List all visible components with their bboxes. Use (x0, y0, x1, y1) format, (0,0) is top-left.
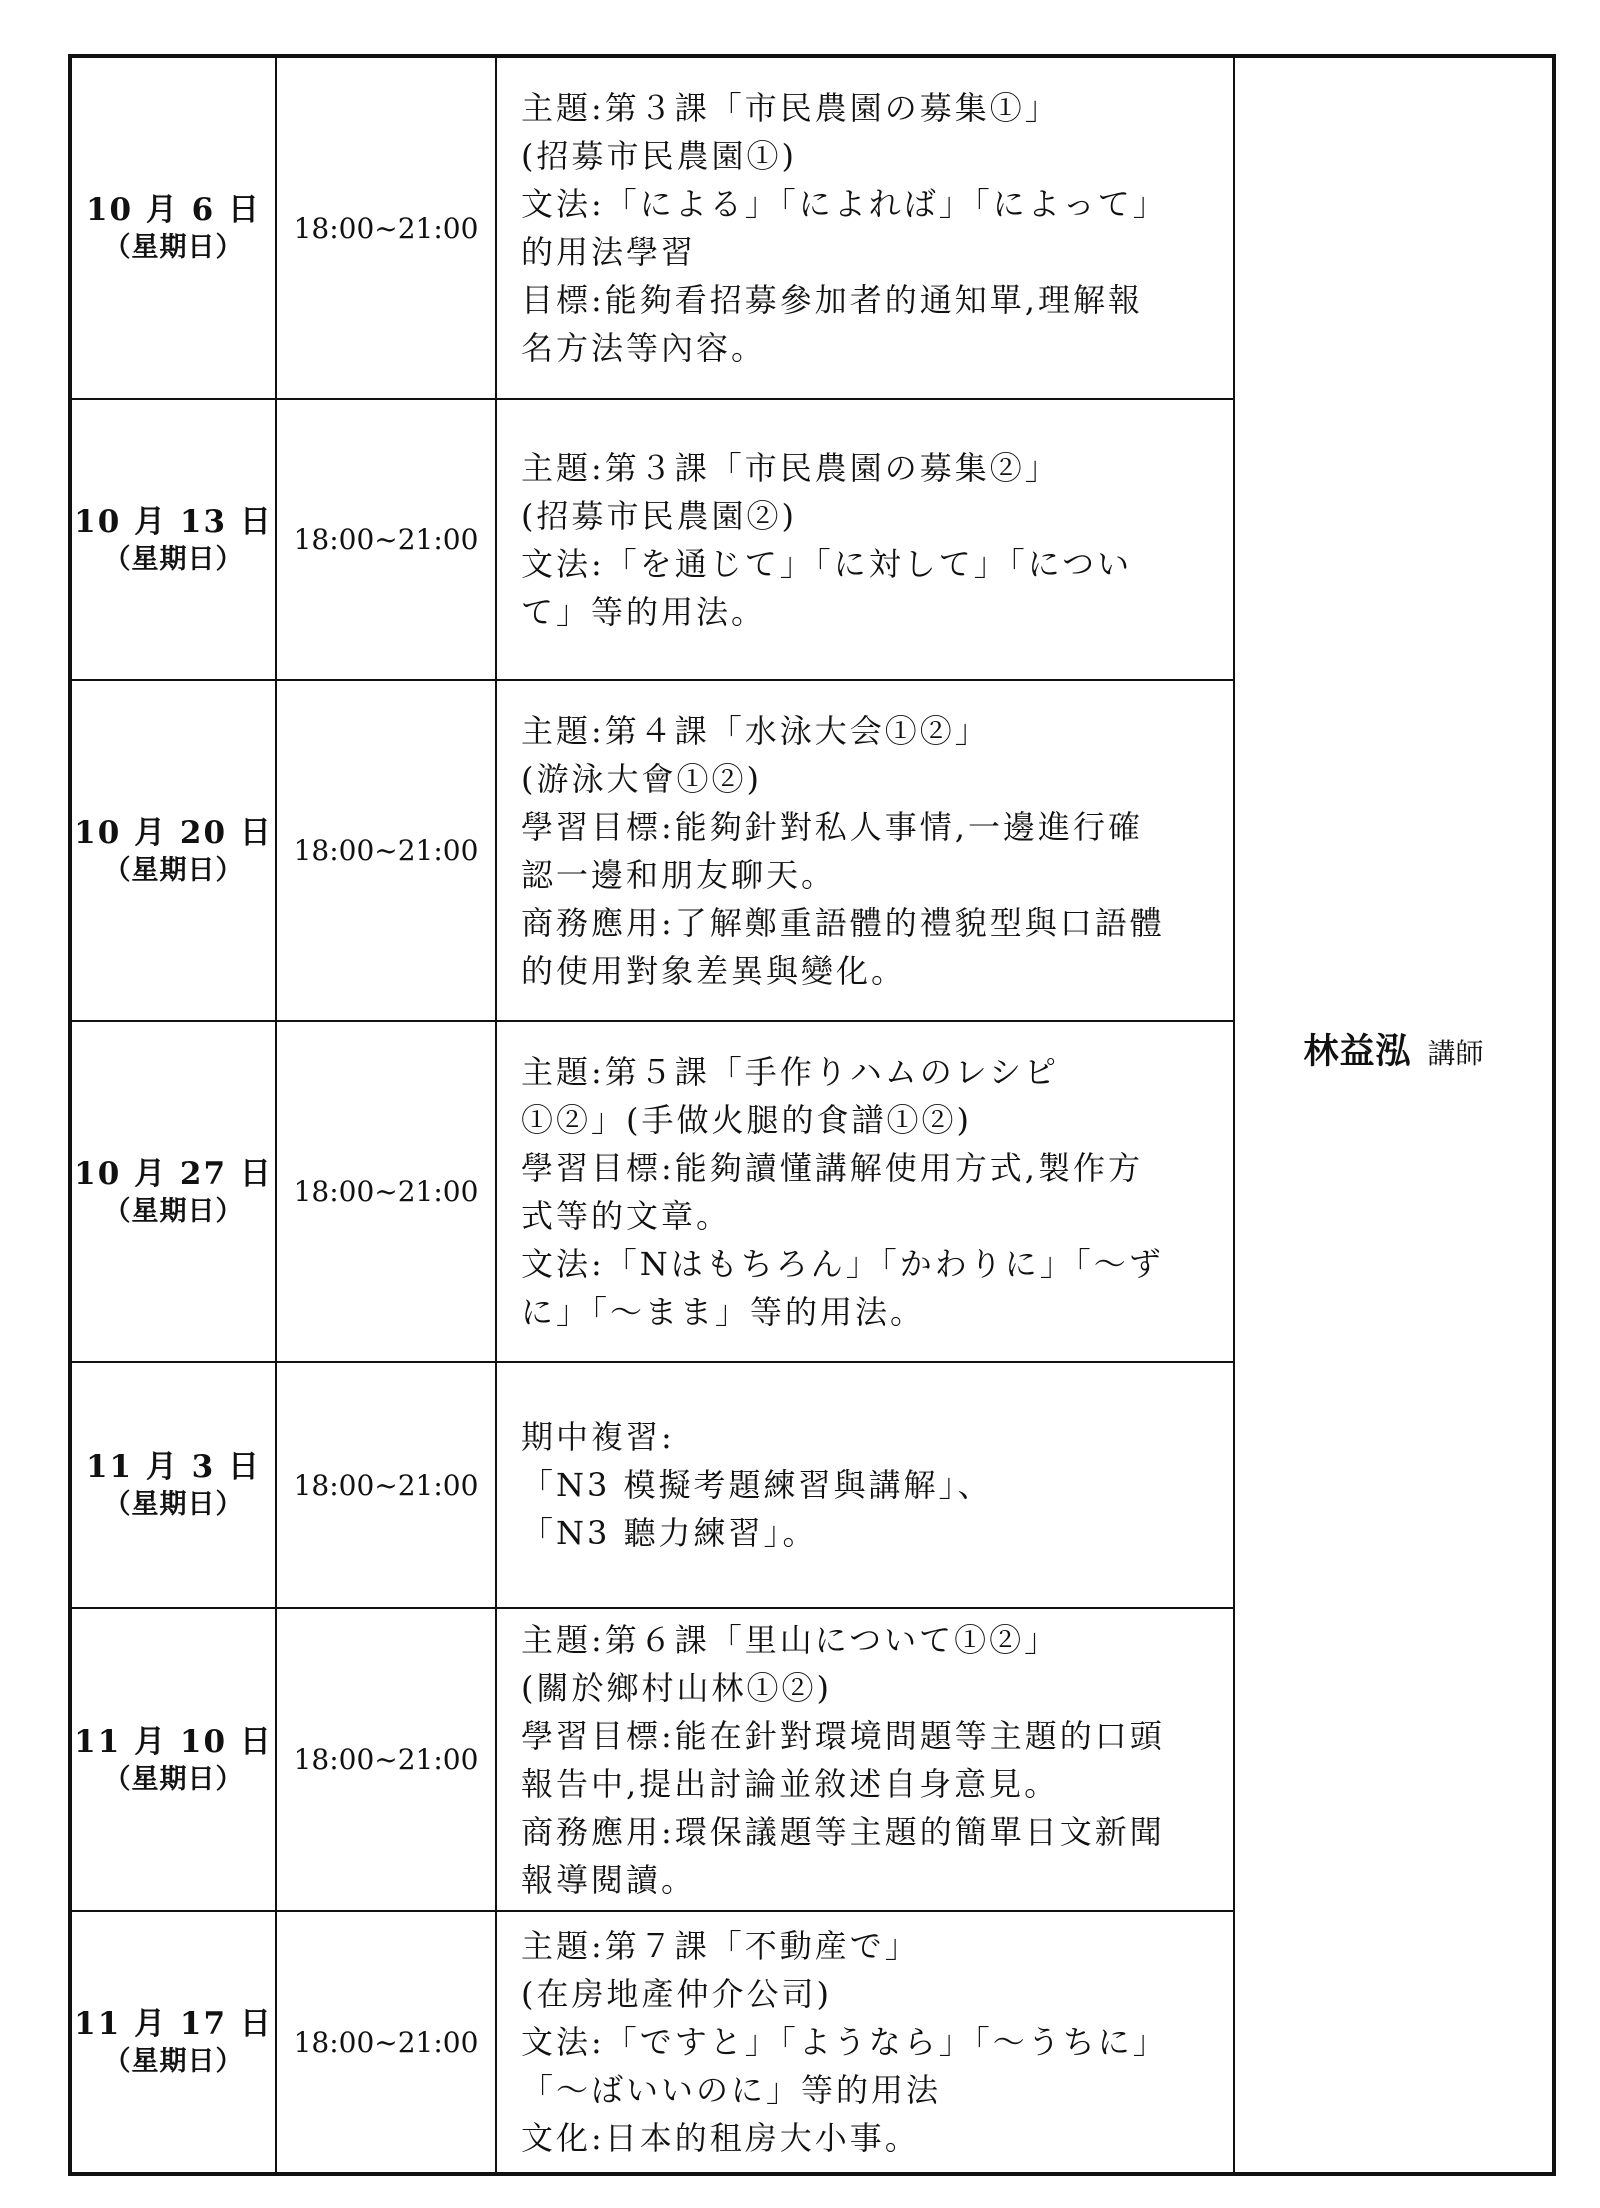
session-content (496, 1021, 1234, 1362)
content-line: 主題:第７課「不動産で」 (521, 1927, 920, 1965)
schedule-row (70, 56, 1554, 399)
content-line: 報導閱讀。 (521, 1860, 697, 1899)
content-line: 報告中,提出討論並敘述自身意見。 (521, 1764, 1060, 1803)
session-date: 11 月 17 日 (74, 2006, 273, 2042)
teacher-cell (1234, 56, 1554, 2174)
content-line: (招募市民農園②) (521, 496, 797, 535)
content-line: 「N3 聽力練習」。 (521, 1514, 818, 1552)
session-time: 18:00~21:00 (276, 1911, 496, 2174)
content-line: 名方法等內容。 (521, 329, 767, 367)
teacher-name: 林益泓 (1303, 1032, 1412, 1072)
session-date: 10 月 6 日 (85, 192, 262, 228)
content-line: 文化:日本的租房大小事。 (521, 2119, 920, 2157)
teacher-label (1303, 1024, 1483, 1074)
session-time: 18:00~21:00 (276, 680, 496, 1021)
content-line: 期中複習: (521, 1418, 675, 1456)
content-line: 商務應用:了解鄭重語體的禮貌型與口語體 (521, 903, 1165, 942)
date-cell (70, 1362, 276, 1608)
content-line: 認一邊和朋友聊天。 (521, 855, 837, 894)
session-weekday: （星期日） (103, 1489, 244, 1520)
date-cell (70, 399, 276, 680)
content-line: 的用法學習 (521, 233, 697, 271)
content-line: 學習目標:能在針對環境問題等主題的口頭 (521, 1716, 1165, 1755)
date-cell (70, 56, 276, 399)
content-line: ①②」(手做火腿的食譜①②) (521, 1100, 972, 1139)
date-cell (70, 1608, 276, 1911)
content-line: 主題:第６課「里山について①②」 (521, 1620, 1060, 1659)
session-weekday: （星期日） (103, 543, 244, 575)
content-line: (招募市民農園①) (521, 137, 797, 175)
teacher-title: 講師 (1427, 1037, 1484, 1070)
content-line: て」等的用法。 (521, 592, 767, 631)
content-line: 學習目標:能夠針對私人事情,一邊進行確 (521, 807, 1143, 846)
content-line: 主題:第３課「市民農園の募集①」 (521, 89, 1060, 127)
session-date: 11 月 3 日 (85, 1449, 262, 1485)
content-line: 「N3 模擬考題練習與講解」、 (521, 1466, 993, 1504)
content-line: 文法:「Nはもちろん」「かわりに」「～ず (521, 1244, 1164, 1283)
content-line: 學習目標:能夠讀懂講解使用方式,製作方 (521, 1148, 1143, 1187)
session-content (496, 1362, 1234, 1608)
session-weekday: （星期日） (103, 1763, 244, 1795)
date-cell (70, 1911, 276, 2174)
session-time: 18:00~21:00 (276, 56, 496, 399)
session-date: 10 月 20 日 (74, 814, 273, 851)
content-line: (游泳大會①②) (521, 759, 762, 798)
session-time: 18:00~21:00 (276, 399, 496, 680)
session-content (496, 56, 1234, 399)
schedule-body (70, 56, 1554, 2174)
session-weekday: （星期日） (103, 232, 244, 263)
session-date: 11 月 10 日 (74, 1723, 273, 1760)
date-cell (70, 680, 276, 1021)
session-weekday: （星期日） (103, 854, 244, 886)
content-line: 商務應用:環保議題等主題的簡單日文新聞 (521, 1812, 1165, 1851)
content-line: 目標:能夠看招募參加者的通知單,理解報 (521, 281, 1143, 319)
session-weekday: （星期日） (103, 1195, 244, 1227)
content-line: (關於鄉村山林①②) (521, 1668, 832, 1707)
content-line: 主題:第４課「水泳大会①②」 (521, 711, 990, 750)
session-time: 18:00~21:00 (276, 1362, 496, 1608)
session-date: 10 月 27 日 (74, 1155, 273, 1192)
content-line: 「～ばいいのに」等的用法 (521, 2071, 942, 2109)
session-content (496, 680, 1234, 1021)
session-content (496, 1911, 1234, 2174)
content-line: 文法:「による」「によれば」「によって」 (521, 185, 1168, 223)
content-line: (在房地產仲介公司) (521, 1975, 832, 2013)
session-time: 18:00~21:00 (276, 1608, 496, 1911)
content-line: 主題:第３課「市民農園の募集②」 (521, 448, 1060, 487)
content-line: 式等的文章。 (521, 1196, 732, 1235)
content-line: 文法:「ですと」「ようなら」「～うちに」 (521, 2023, 1168, 2061)
course-schedule-table (68, 54, 1556, 2176)
content-line: 文法:「を通じて」「に対して」「につい (521, 544, 1133, 583)
content-line: 主題:第５課「手作りハムのレシピ (521, 1052, 1059, 1091)
session-time: 18:00~21:00 (276, 1021, 496, 1362)
date-cell (70, 1021, 276, 1362)
session-content (496, 399, 1234, 680)
session-weekday: （星期日） (103, 2046, 244, 2077)
content-line: 的使用對象差異與變化。 (521, 951, 907, 990)
session-content (496, 1608, 1234, 1911)
content-line: に」「～まま」等的用法。 (521, 1292, 926, 1331)
session-date: 10 月 13 日 (74, 503, 273, 540)
